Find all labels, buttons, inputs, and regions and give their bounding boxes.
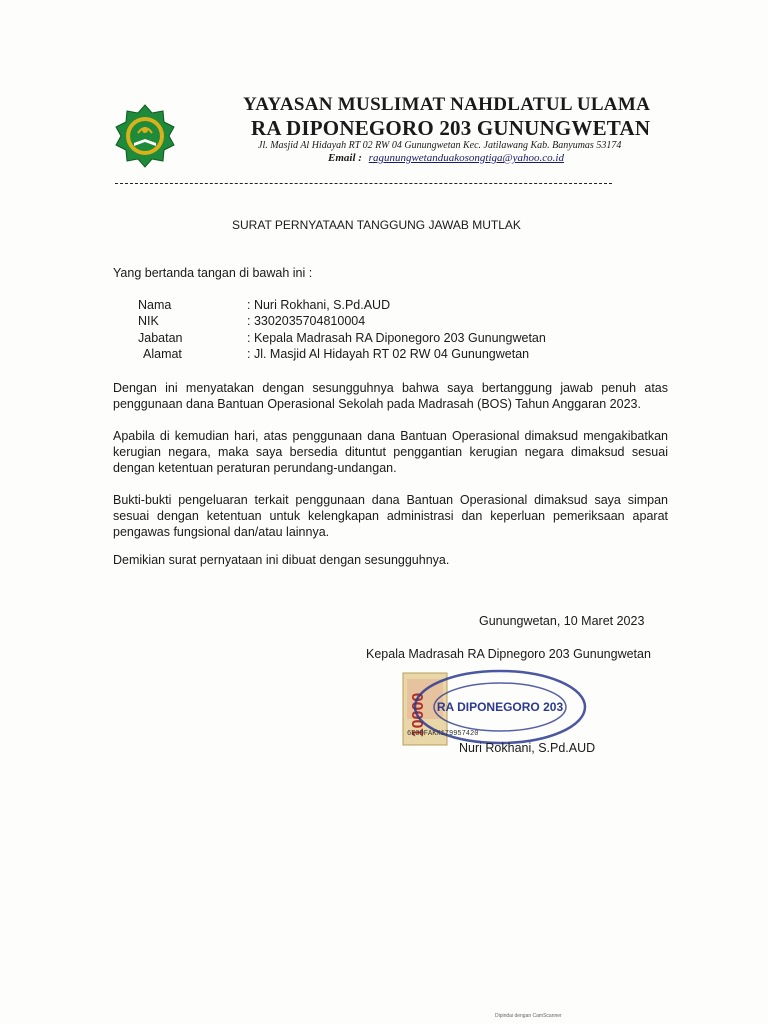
paragraph-closing: Demikian surat pernyataan ini dibuat dengan sesungguhnya.: [113, 553, 450, 567]
scanner-watermark: Dipindai dengan CamScanner: [495, 1013, 562, 1019]
school-address: Jl. Masjid Al Hidayah RT 02 RW 04 Gunungwetan Kec. Jatilawang Kab. Banyumas 53174: [258, 140, 622, 151]
intro-text: Yang bertanda tangan di bawah ini :: [113, 266, 313, 280]
signatory-position: Kepala Madrasah RA Dipnegoro 203 Gunungwetan: [366, 647, 651, 661]
document-title: SURAT PERNYATAAN TANGGUNG JAWAB MUTLAK: [232, 218, 521, 232]
field-value-nama: : Nuri Rokhani, S.Pd.AUD: [247, 298, 391, 312]
paragraph-evidence: Bukti-bukti pengeluaran terkait penggunaan dana Bantuan Operasional dimaksud saya simpan sesuai dengan ketentuan untuk kelengkapan administrasi dan keperluan pemeriksaan aparat pengawas fungsional dan/atau lainnya.: [113, 493, 668, 539]
email-link[interactable]: ragunungwetanduakosongtiga@yahoo.co.id: [368, 152, 564, 164]
organization-logo: [112, 103, 178, 169]
place-date: Gunungwetan, 10 Maret 2023: [479, 614, 645, 628]
field-label-nama: Nama: [138, 298, 172, 312]
field-label-nik: NIK: [138, 314, 159, 328]
organization-name: YAYASAN MUSLIMAT NAHDLATUL ULAMA: [243, 94, 651, 115]
official-stamp: [395, 665, 595, 753]
field-label-jabatan: Jabatan: [138, 331, 183, 345]
school-email: [328, 152, 564, 164]
field-value-nik: : 3302035704810004: [247, 314, 366, 328]
signatory-name: Nuri Rokhani, S.Pd.AUD: [459, 741, 596, 755]
school-name: RA DIPONEGORO 203 GUNUNGWETAN: [251, 116, 651, 140]
field-value-alamat: : Jl. Masjid Al Hidayah RT 02 RW 04 Gunungwetan: [247, 347, 530, 361]
paragraph-statement: Dengan ini menyatakan dengan sesungguhnya bahwa saya bertanggung jawab penuh atas penggunaan dana Bantuan Operasional Sekolah pada Madrasah (BOS) Tahun Anggaran 2023.: [113, 381, 668, 411]
paragraph-liability: Apabila di kemudian hari, atas penggunaan dana Bantuan Operasional dimaksud mengakibatkan kerugian negara, maka saya bersedia dituntut penggantian kerugian negara dimaksud sesuai dengan ketentuan peraturan perundang-undangan.: [113, 429, 668, 475]
field-value-jabatan: : Kepala Madrasah RA Diponegoro 203 Gunungwetan: [247, 331, 546, 345]
meterai-code: 6E3DFAKX179957420: [407, 730, 479, 738]
header-divider: [115, 183, 612, 184]
field-label-alamat: Alamat: [143, 347, 182, 361]
stamp-text: RA DIPONEGORO 203: [436, 700, 564, 714]
meterai-value: 10000: [410, 692, 427, 738]
email-label: Email :: [328, 152, 362, 164]
